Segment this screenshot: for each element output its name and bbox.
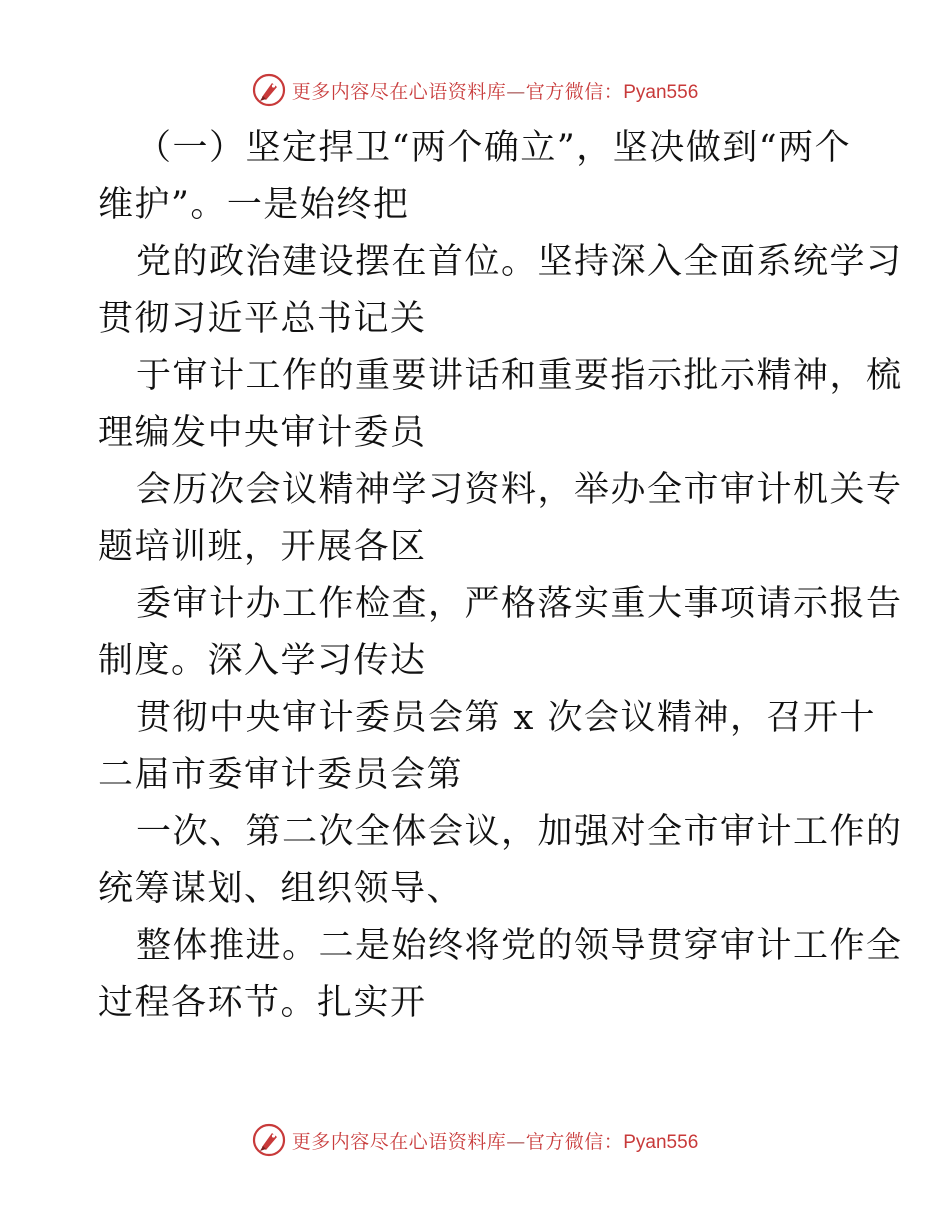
body-line-10: 制度。深入学习传达 bbox=[98, 641, 427, 681]
header-banner-contact: 官方微信： bbox=[525, 80, 624, 103]
body-line-2: 维护”。一是始终把 bbox=[98, 185, 410, 225]
body-line-14: 统筹谋划、组织领导、 bbox=[98, 869, 464, 909]
pen-nib-logo-icon bbox=[252, 1123, 286, 1157]
body-line-7: 会历次会议精神学习资料，举办全市审计机关专 bbox=[136, 470, 903, 510]
body-line-3: 党的政治建设摆在首位。坚持深入全面系统学习 bbox=[136, 242, 903, 282]
header-banner-separator: — bbox=[506, 80, 526, 103]
body-line-4: 贯彻习近平总书记关 bbox=[98, 299, 427, 339]
header-banner-contact-id: Pyan556 bbox=[623, 81, 699, 103]
header-banner bbox=[0, 70, 950, 110]
footer-banner-main: 更多内容尽在心语资料库 bbox=[291, 1130, 507, 1153]
footer-banner-contact-id: Pyan556 bbox=[623, 1131, 699, 1153]
body-line-8: 题培训班，开展各区 bbox=[98, 527, 427, 567]
footer-banner-contact: 官方微信： bbox=[525, 1130, 624, 1153]
body-line-9: 委审计办工作检查，严格落实重大事项请示报告 bbox=[136, 584, 903, 624]
footer-banner-separator: — bbox=[506, 1130, 526, 1153]
pen-nib-logo-icon bbox=[252, 73, 286, 107]
document-body bbox=[98, 120, 903, 1032]
body-line-13: 一次、第二次全体会议，加强对全市审计工作的 bbox=[136, 812, 903, 852]
footer-banner-text bbox=[292, 1127, 699, 1154]
header-banner-text bbox=[292, 77, 699, 104]
body-line-16: 过程各环节。扎实开 bbox=[98, 983, 427, 1023]
header-banner-main: 更多内容尽在心语资料库 bbox=[291, 80, 507, 103]
body-line-12: 二届市委审计委员会第 bbox=[98, 755, 464, 795]
body-line-6: 理编发中央审计委员 bbox=[98, 413, 427, 453]
footer-banner bbox=[0, 1120, 950, 1160]
body-line-15: 整体推进。二是始终将党的领导贯穿审计工作全 bbox=[136, 926, 903, 966]
footer-banner-inner bbox=[252, 1123, 699, 1157]
body-line-11: 贯彻中央审计委员会第 x 次会议精神，召开十 bbox=[136, 698, 876, 738]
header-banner-inner bbox=[252, 73, 699, 107]
body-line-5: 于审计工作的重要讲话和重要指示批示精神，梳 bbox=[136, 356, 903, 396]
body-line-1: （一）坚定捍卫“两个确立”，坚决做到“两个 bbox=[136, 128, 852, 168]
